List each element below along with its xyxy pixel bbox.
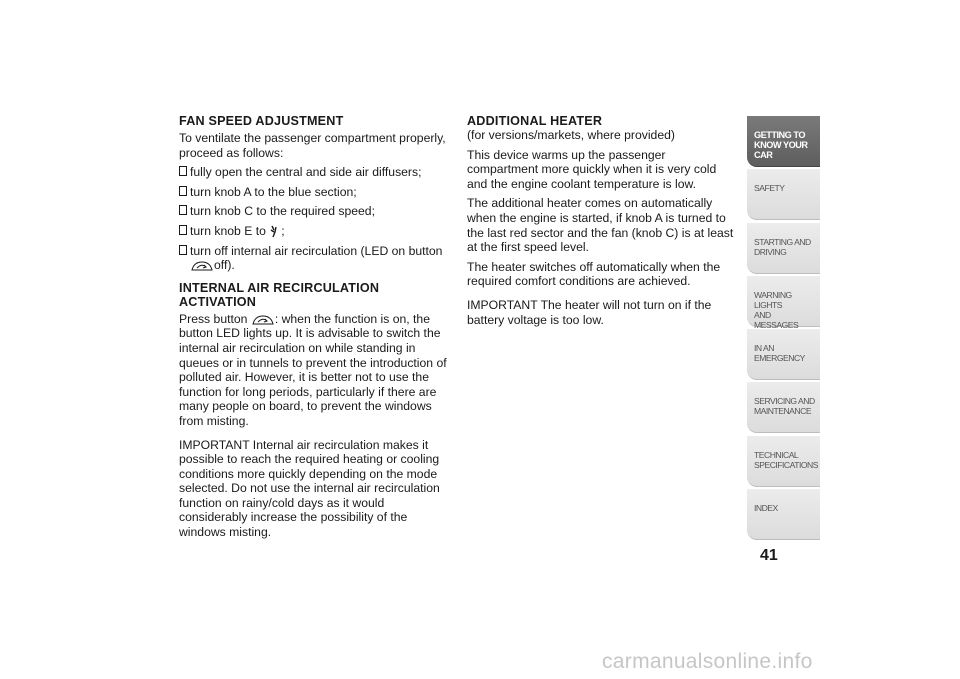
list-item (179, 165, 451, 180)
list-item-text: turn knob A to the blue section; (190, 184, 357, 199)
recirculation-text (179, 312, 451, 429)
heater-important-note: IMPORTANT The heater will not turn on if the battery voltage is too low. (467, 297, 712, 327)
heater-paragraph: The heater switches off automatically when the required comfort conditions are achieved. (467, 259, 721, 289)
left-column (179, 114, 451, 545)
recirculation-text-rest: : when the function is on, the button LED lights up. It is advisable to switch the internal air recirculation on while standing in queues or in tunnels to prevent the introduction of polluted air. However, it is better not to use the function for long periods, particularly if there are many people on board, to prevent the windows from misting. (179, 311, 447, 428)
tab-in-an-emergency[interactable] (747, 329, 820, 380)
fan-intro: To ventilate the passenger compartment properly, proceed as follows: (179, 131, 446, 160)
tab-label: WARNING LIGHTS AND MESSAGES (754, 289, 799, 330)
heater-paragraph: The additional heater comes on automatically when the engine is started, if knob A is turned to the last red sector and the fan (knob C) is at least at the first speed level. (467, 196, 734, 255)
list-item-text: ; (281, 223, 285, 238)
vent-mode-icon (269, 225, 281, 238)
list-item-text: turn knob E to (190, 223, 266, 238)
checkbox-icon (179, 225, 187, 235)
recirculation-heading: INTERNAL AIR RECIRCULATION ACTIVATION (179, 280, 380, 309)
chapter-tabs (747, 116, 820, 542)
heater-paragraph: This device warms up the passenger compartment more quickly when it is very cold and the engine coolant temperature is low. (467, 147, 717, 191)
additional-heater-subheading: (for versions/markets, where provided) (467, 128, 675, 142)
list-item-text: turn off internal air recirculation (LED on button (190, 243, 443, 258)
tab-label: IN AN EMERGENCY (754, 343, 805, 364)
tab-label: GETTING TO KNOW YOUR CAR (754, 130, 808, 160)
additional-heater-heading: ADDITIONAL HEATER (467, 114, 603, 128)
fan-speed-heading: FAN SPEED ADJUSTMENT (179, 114, 344, 128)
recirculation-icon (190, 260, 214, 272)
right-column (467, 114, 739, 332)
list-item (179, 204, 451, 219)
checkbox-icon (179, 205, 187, 215)
tab-label: SAFETY (754, 183, 785, 194)
tab-getting-to-know-your-car[interactable] (747, 116, 820, 167)
list-item (179, 244, 451, 273)
list-item-text: off). (214, 258, 235, 273)
page-number: 41 (760, 547, 778, 564)
tab-starting-and-driving[interactable] (747, 223, 820, 274)
tab-safety[interactable] (747, 169, 820, 220)
list-item-text: turn knob C to the required speed; (190, 204, 375, 219)
tab-label: TECHNICAL SPECIFICATIONS (754, 449, 818, 470)
checkbox-icon (179, 166, 187, 176)
list-item-text: fully open the central and side air diffusers; (190, 165, 422, 180)
tab-servicing[interactable] (747, 382, 820, 433)
list-item (179, 224, 451, 239)
checkbox-icon (179, 186, 187, 196)
tab-technical-specifications[interactable] (747, 436, 820, 487)
recirculation-text-start: Press button (179, 311, 248, 326)
tab-index[interactable] (747, 489, 820, 540)
list-item (179, 185, 451, 200)
watermark: carmanualsonline.info (602, 650, 813, 673)
tab-label: SERVICING AND MAINTENANCE (754, 396, 815, 417)
tab-label: INDEX (754, 503, 778, 514)
tab-label: STARTING AND DRIVING (754, 236, 811, 257)
recirculation-icon (251, 314, 275, 326)
tab-warning-lights[interactable] (747, 276, 820, 330)
important-note: IMPORTANT Internal air recirculation makes it possible to reach the required heating or cooling conditions more quickly depending on the mode selected. Do not use the internal air recirculation function on rainy/cold days as it would considerably increase the possibility of the windows misting. (179, 437, 440, 540)
checkbox-icon (179, 245, 187, 255)
